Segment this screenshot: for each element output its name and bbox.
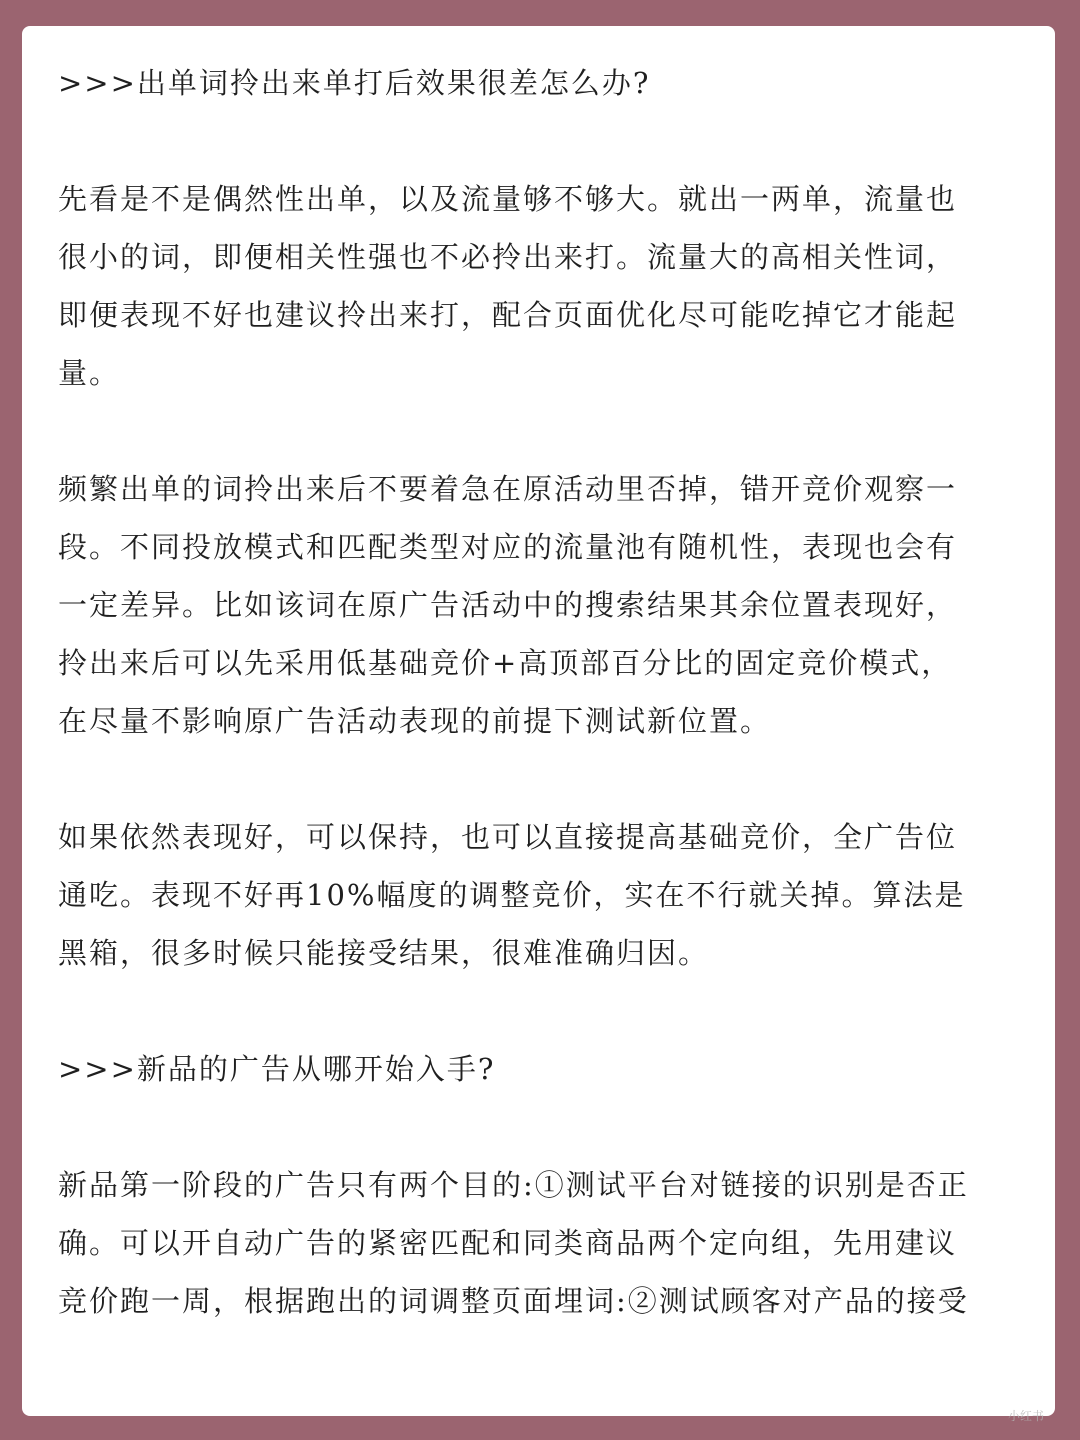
section-heading: >>>新品的广告从哪开始入手? bbox=[58, 1052, 496, 1086]
paragraph-line: 确。可以开自动广告的紧密匹配和同类商品两个定向组，先用建议 bbox=[58, 1226, 958, 1260]
paragraph bbox=[58, 1156, 1026, 1330]
paragraph-line: 竞价跑一周，根据跑出的词调整页面埋词:②测试顾客对产品的接受 bbox=[58, 1284, 969, 1318]
paragraph-line: 即便表现不好也建议拎出来打，配合页面优化尽可能吃掉它才能起 bbox=[58, 298, 958, 332]
spacer bbox=[58, 750, 1026, 808]
section-heading: >>>出单词拎出来单打后效果很差怎么办? bbox=[58, 66, 651, 100]
spacer bbox=[58, 112, 1026, 170]
spacer bbox=[58, 1098, 1026, 1156]
paragraph-line: 拎出来后可以先采用低基础竞价+高顶部百分比的固定竞价模式， bbox=[58, 646, 953, 680]
paragraph-line: 频繁出单的词拎出来后不要着急在原活动里否掉，错开竞价观察一 bbox=[58, 472, 958, 506]
paragraph-line: 如果依然表现好，可以保持，也可以直接提高基础竞价，全广告位 bbox=[58, 820, 958, 854]
paragraph bbox=[58, 170, 1026, 402]
paragraph-line: 很小的词，即便相关性强也不必拎出来打。流量大的高相关性词， bbox=[58, 240, 958, 274]
paragraph-line: 通吃。表现不好再10%幅度的调整竞价，实在不行就关掉。算法是 bbox=[58, 878, 966, 912]
watermark: 小红书 bbox=[1007, 1409, 1044, 1423]
paragraph-line: 在尽量不影响原广告活动表现的前提下测试新位置。 bbox=[58, 704, 772, 738]
spacer bbox=[58, 982, 1026, 1040]
paragraph bbox=[58, 460, 1026, 750]
article-card bbox=[22, 26, 1055, 1416]
paragraph-line: 黑箱，很多时候只能接受结果，很难准确归因。 bbox=[58, 936, 710, 970]
article-content bbox=[58, 54, 1026, 1330]
paragraph-line: 段。不同投放模式和匹配类型对应的流量池有随机性，表现也会有 bbox=[58, 530, 958, 564]
paragraph-line: 先看是不是偶然性出单，以及流量够不够大。就出一两单，流量也 bbox=[58, 182, 958, 216]
paragraph bbox=[58, 808, 1026, 982]
paragraph-line: 一定差异。比如该词在原广告活动中的搜索结果其余位置表现好， bbox=[58, 588, 958, 622]
paragraph-line: 量。 bbox=[58, 356, 121, 390]
paragraph-line: 新品第一阶段的广告只有两个目的:①测试平台对链接的识别是否正 bbox=[58, 1168, 969, 1202]
spacer bbox=[58, 402, 1026, 460]
